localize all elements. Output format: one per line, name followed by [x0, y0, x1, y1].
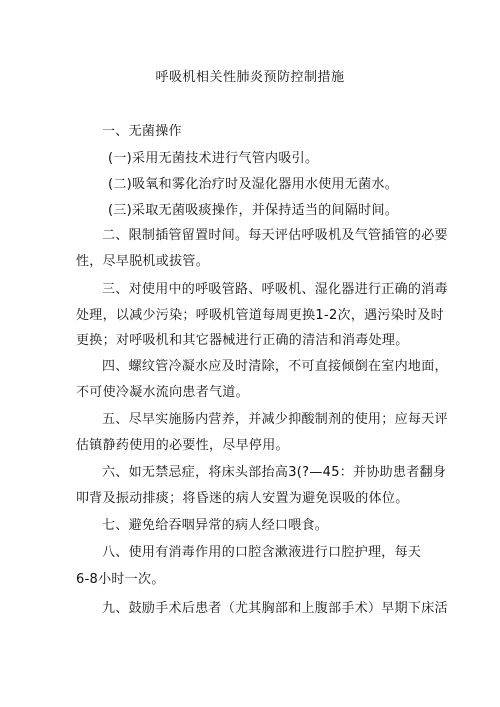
paragraph-line: 三、对使用中的呼吸管路、呼吸机、湿化器进行正确的消毒 [102, 282, 448, 297]
paragraph-line: 性，尽早脱机或拔管。 [76, 254, 210, 269]
paragraph-line: 不可使冷凝水流向患者气道。 [76, 385, 249, 400]
paragraph-line: 更换；对呼吸机和其它器械进行正确的清洁和消毒处理。 [76, 333, 409, 348]
paragraph-line: 估镇静药使用的必要性，尽早停用。 [76, 438, 289, 453]
paragraph-line: 6-8小时一次。 [76, 572, 165, 587]
paragraph-line: 四、螺纹管冷凝水应及时清除，不可直接倾倒在室内地面， [102, 359, 448, 374]
paragraph-line: 二、限制插管留置时间。每天评估呼吸机及气管插管的必要 [102, 228, 448, 243]
section-heading-1: 一、无菌操作 [102, 124, 182, 139]
paragraph-line: (三)采取无菌吸痰操作，并保持适当的间隔时间。 [108, 203, 399, 218]
paragraph-line: 叩背及振动排痰；将昏迷的病人安置为避免误吸的体位。 [76, 491, 409, 506]
paragraph-line: (二)吸氧和雾化治疗时及湿化器用水使用无菌水。 [108, 177, 399, 192]
document-title: 呼吸机相关性肺炎预防控制措施 [155, 70, 345, 85]
paragraph-line: (一)采用无菌技术进行气管内吸引。 [108, 151, 319, 166]
paragraph-line: 八、使用有消毒作用的口腔含漱液进行口腔护理，每天 [102, 545, 422, 560]
paragraph-line: 六、如无禁忌症，将床头部抬高3(?—45：并协助患者翻身 [102, 465, 447, 480]
paragraph-line: 九、鼓励手术后患者（尤其胸部和上腹部手术）早期下床活 [102, 601, 448, 616]
paragraph-line: 五、尽早实施肠内营养，并减少抑酸制剂的使用；应每天评 [102, 412, 448, 427]
paragraph-line: 处理，以减少污染；呼吸机管道每周更换1-2次，遇污染时及时 [76, 308, 444, 323]
paragraph-line: 七、避免给吞咽异常的病人经口喂食。 [102, 518, 329, 533]
